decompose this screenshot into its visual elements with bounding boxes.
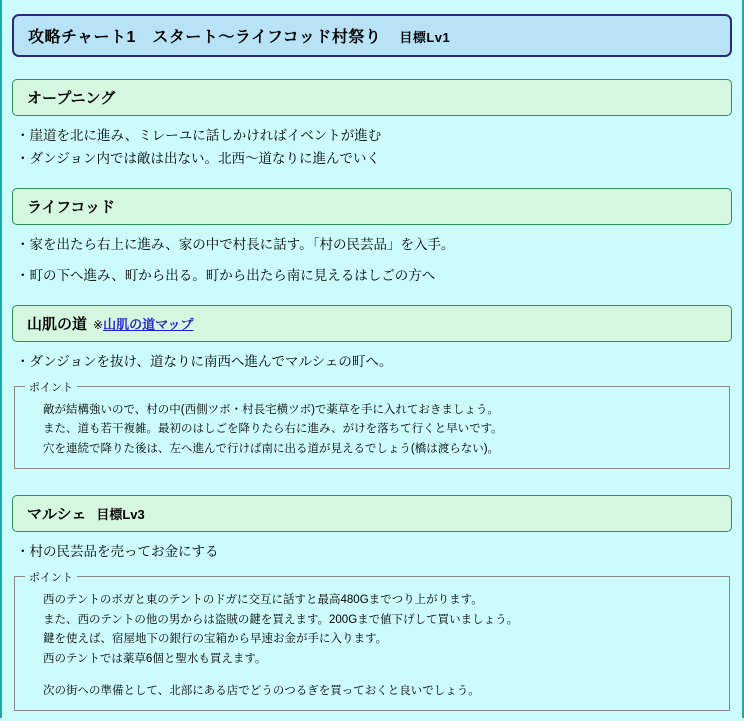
marche-line-1: ・村の民芸品を売ってお金にする [16, 543, 219, 559]
point-box-marche [14, 569, 730, 711]
page-content [2, 0, 742, 721]
chart-title-bar [12, 14, 732, 57]
spacer [12, 172, 732, 188]
section-header-lifecod [12, 188, 732, 225]
lifecod-line-1: ・家を出たら右上に進み、家の中で村長に話す。「村の民芸品」を入手。 [16, 236, 455, 252]
yamahada-point-line-2: また、道も若干複雑。最初のはしごを降りたら右に進み、がけを落ちて行くと早いです。 [43, 423, 503, 436]
section-title-opening: オープニング [27, 90, 116, 107]
marche-point-line-3: 鍵を使えば、宿屋地下の銀行の宝箱から早速お金が手に入ります。 [43, 633, 388, 646]
section-note-mark: ※ [93, 317, 104, 332]
yamahada-map-link[interactable]: 山肌の道マップ [103, 316, 194, 332]
marche-point-line-4: 西のテントでは薬草6個と聖水も買えます。 [43, 653, 267, 666]
section-title-marche: マルシェ [27, 505, 87, 523]
marche-point-line-2: また、西のテントの他の男からは盗賊の鍵を買えます。200Gまで値下げして買いましょう。 [43, 613, 519, 626]
marche-point-line-1: 西のテントのボガと東のテントのドガに交互に話すと最高480Gまでつり上がります。 [43, 593, 483, 606]
yamahada-line-1: ・ダンジョンを抜け、道なりに南西へ進んでマルシェの町へ。 [16, 353, 393, 369]
section-header-marche [12, 495, 732, 532]
section-header-opening [12, 79, 732, 116]
opening-line-2: ・ダンジョン内では敵は出ない。北西〜道なりに進んでいく [16, 150, 381, 166]
marche-point-line-5: 次の街への準備として、北部にある店でどうのつるぎを買っておくと良いでしょう。 [43, 684, 480, 697]
chart-title: 攻略チャート1 スタート〜ライフコッド村祭り [28, 29, 382, 46]
section-header-yamahada [12, 305, 732, 342]
section-title-lifecod: ライフコッド [27, 198, 116, 216]
section-title-yamahada: 山肌の道 [27, 315, 88, 333]
lifecod-line-2: ・町の下へ進み、町から出る。町から出たら南に見えるはしごの方へ [16, 267, 436, 283]
opening-line-1: ・崖道を北に進み、ミレーユに話しかければイベントが進む [16, 128, 382, 143]
yamahada-point-line-3: 穴を連続で降りた後は、左へ進んで行けば南に出る道が見えるでしょう(橋は渡らない)。 [43, 443, 500, 456]
spacer [12, 258, 732, 266]
yamahada-point-line-1: 敵が結構強いので、村の中(西側ツボ・村長宅横ツボ)で薬草を手に入れておきましょう。 [43, 403, 499, 416]
spacer [12, 711, 732, 721]
spacer [12, 469, 732, 495]
point-legend-yamahada: ポイント [29, 381, 73, 394]
point-legend-marche: ポイント [29, 571, 73, 584]
chart-title-goal: 目標Lv1 [399, 30, 451, 45]
spacer [12, 289, 732, 305]
section-sub-marche: 目標Lv3 [96, 506, 145, 522]
point-box-yamahada [14, 379, 730, 469]
